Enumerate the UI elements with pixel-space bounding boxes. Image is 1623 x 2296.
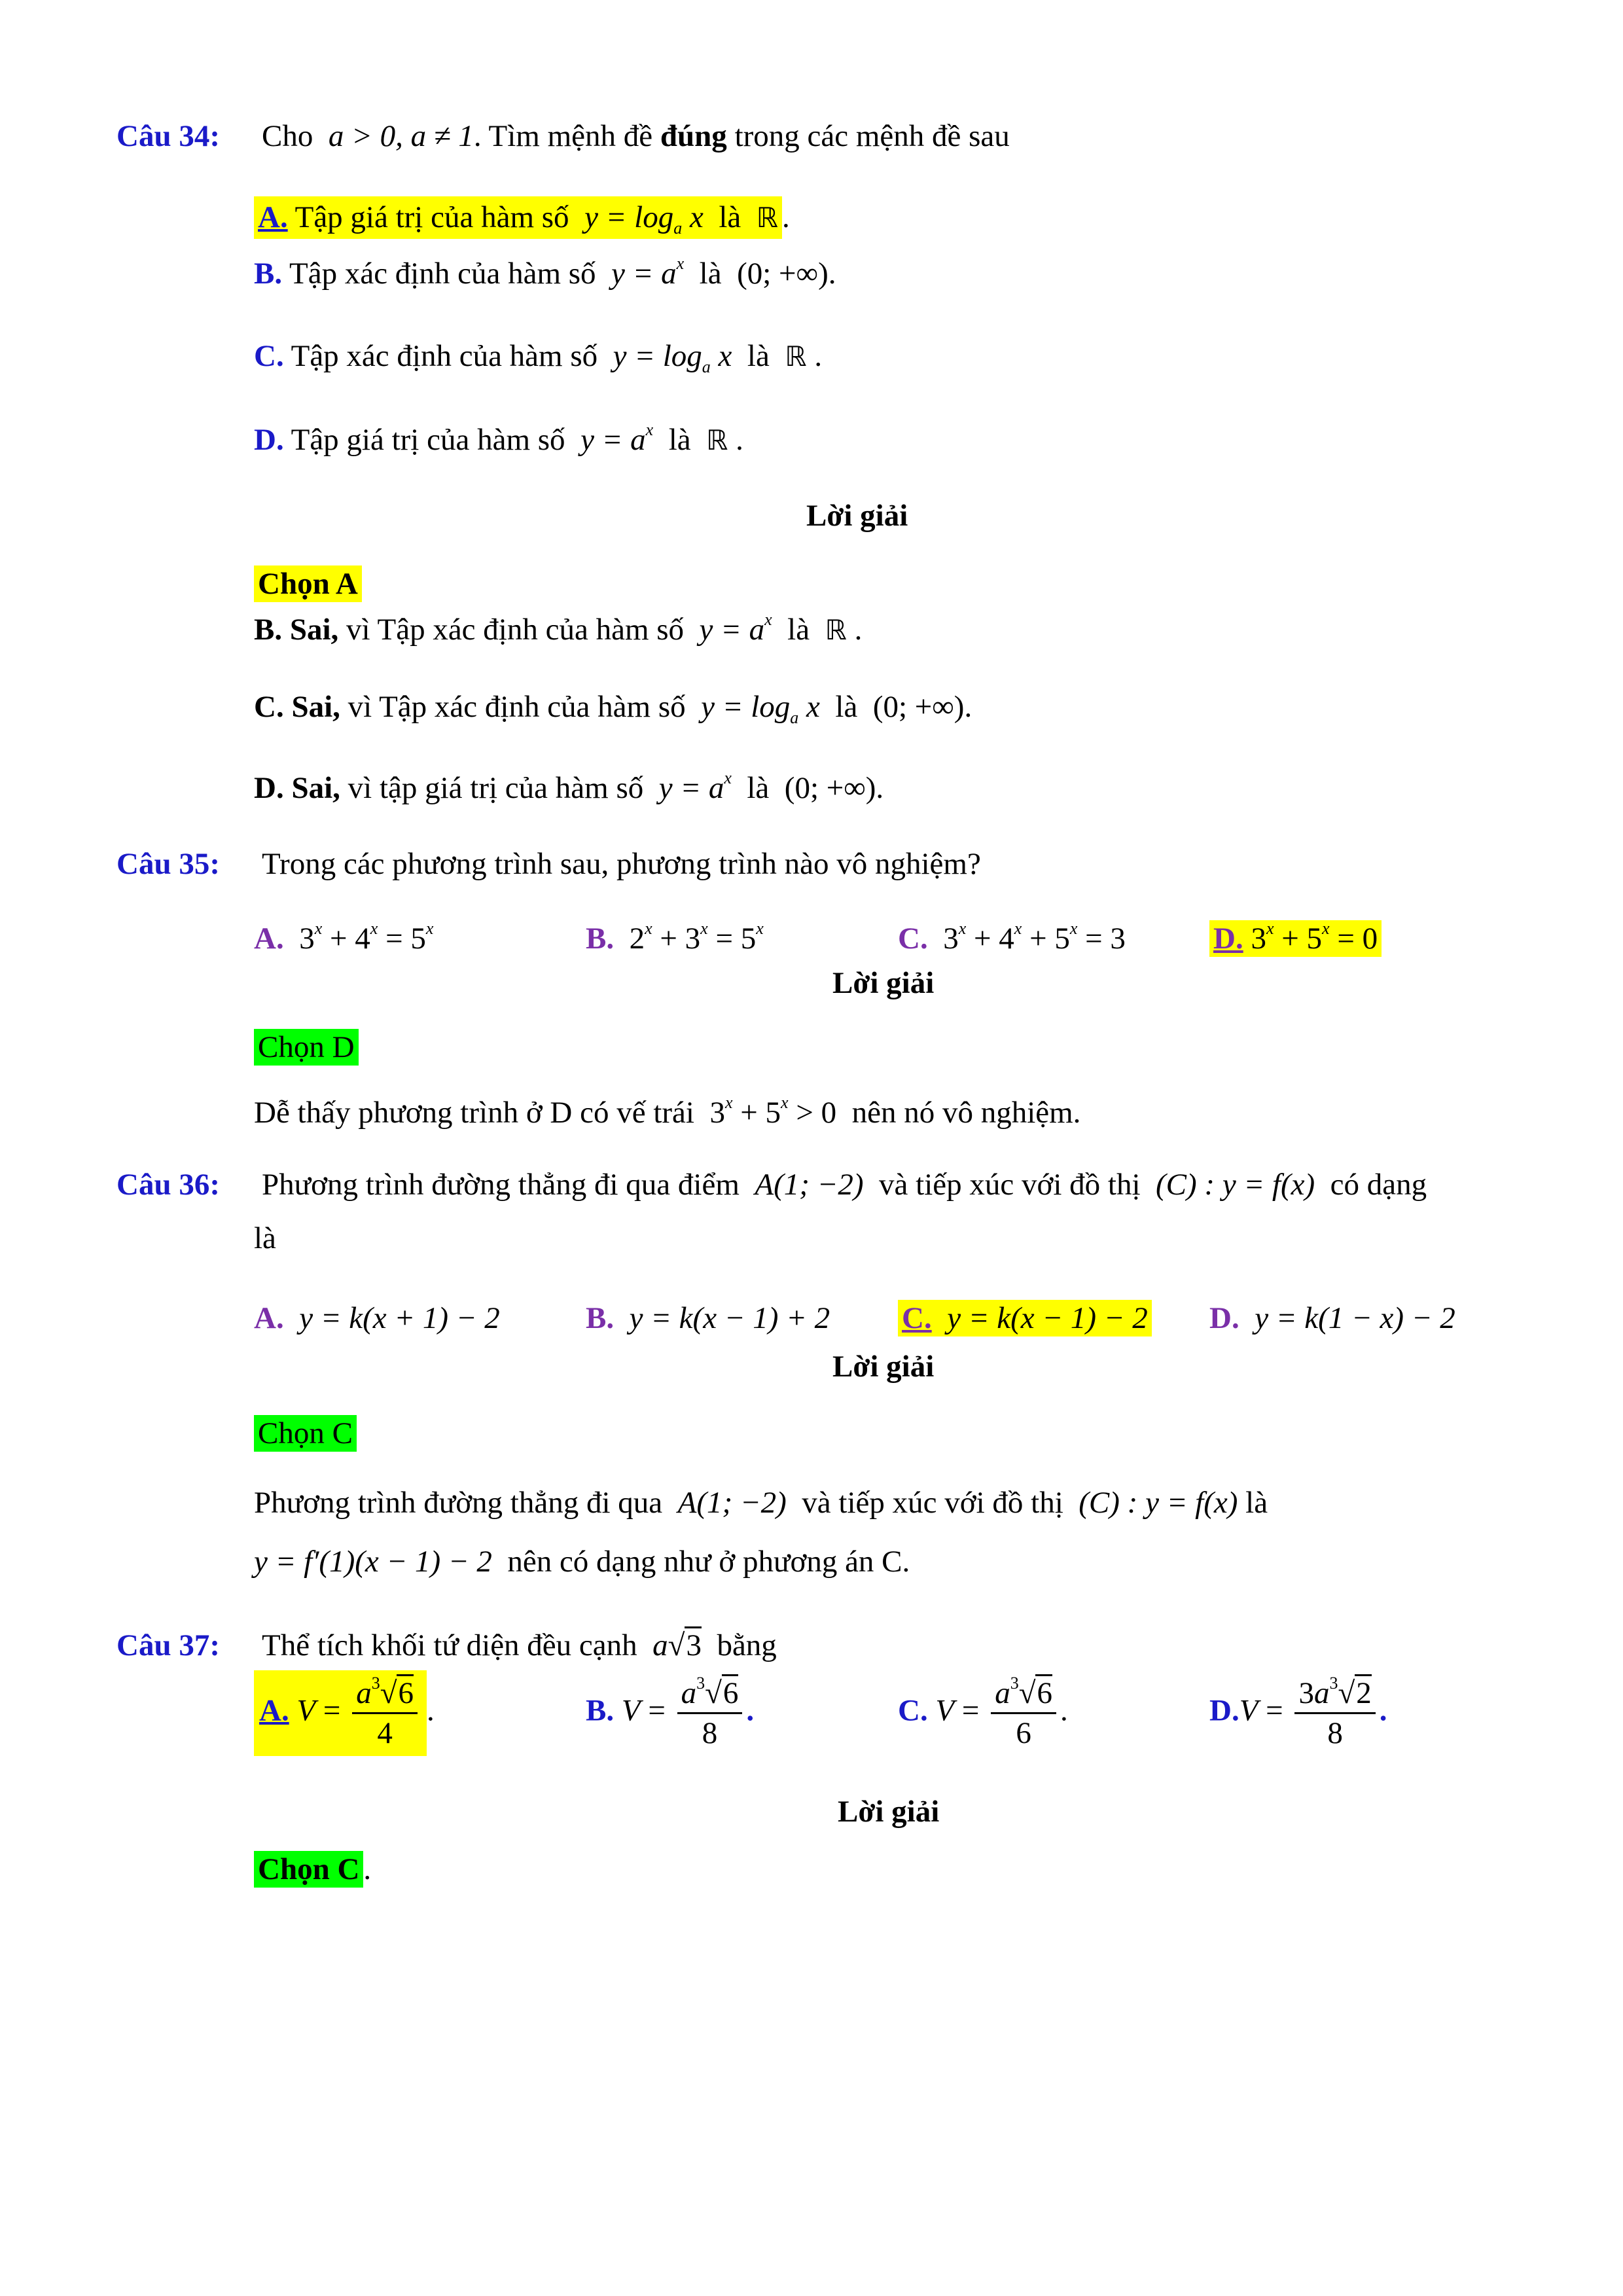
q35-option-b: B. $2^x + 3^x = 5^x$ [586, 919, 764, 956]
q35-solution-title: Lời giải [832, 966, 935, 1000]
q34-option-b: B. Tập xác định của hàm số $y = a^x$ là (0; +∞). [254, 254, 836, 291]
q34-option-c: C. Tập xác định của hàm số $y = \log_a x$ là ℝ . [254, 339, 823, 376]
q35-answer: Chọn D [254, 1026, 359, 1068]
q36-option-b: B. y = k(x − 1) + 2 [586, 1301, 830, 1335]
q36-explanation-2: y = f′(1)(x − 1) − 2 nên có dạng như ở phương án C. [254, 1545, 910, 1579]
q37-option-c: C. V = $\frac{a^3√6}{6}$ . [898, 1674, 1068, 1752]
q36-option-d: D. y = k(1 − x) − 2 [1209, 1301, 1455, 1335]
q37-answer: Chọn C . [254, 1848, 371, 1890]
q37-label: Câu 37: [116, 1628, 220, 1662]
q37-option-b: B. V = $\frac{a^3√6}{8}$ . [586, 1674, 754, 1752]
q37-d-fraction: $\frac{3a^3√2}{8}$ [1294, 1674, 1375, 1752]
q36-explanation-1: Phương trình đường thẳng đi qua A(1; −2) và tiếp xúc với đồ thị (C) : y = f(x) là [254, 1486, 1268, 1520]
q35-option-a: A. $3^x + 4^x = 5^x$ [254, 919, 434, 956]
q34-option-a: A. Tập giá trị của hàm số $y = \log_a x$ là ℝ . [254, 196, 790, 239]
q36-label: Câu 36: [116, 1168, 220, 1202]
q36-option-c: C. y = k(x − 1) − 2 [898, 1297, 1152, 1339]
q34-answer: Chọn A [254, 563, 362, 605]
q34-sol-c: C. Sai, vì Tập xác định của hàm số $y = \log_a x$ là (0; +∞). [254, 690, 972, 727]
q35-label: Câu 35: [116, 847, 220, 881]
q34-stem: Cho a > 0, a ≠ 1. Tìm mệnh đề đúng trong các mệnh đề sau [262, 119, 1010, 153]
q34-sol-d: D. Sai, vì tập giá trị của hàm số $y = a^x$ là (0; +∞). [254, 768, 884, 805]
q36-answer: Chọn C [254, 1412, 357, 1454]
q37-option-a: A. V = $\frac{a^3√6}{4}$ . [254, 1670, 435, 1756]
q34-solution-title: Lời giải [806, 499, 908, 533]
q36-stem: Phương trình đường thẳng đi qua điểm A(1; −2) và tiếp xúc với đồ thị (C) : y = f(x) có dạng [262, 1168, 1427, 1202]
q34-option-d: D. Tập giá trị của hàm số $y = a^x$ là ℝ . [254, 420, 743, 457]
q37-stem: Thể tích khối tứ diện đều cạnh a√3 bằng [262, 1624, 777, 1666]
q36-option-a: A. y = k(x + 1) − 2 [254, 1301, 500, 1335]
q36-stem-cont: là [254, 1221, 276, 1255]
q37-b-fraction: $\frac{a^3√6}{8}$ [677, 1674, 743, 1752]
q35-option-c: C. $3^x + 4^x + 5^x = 3$ [898, 919, 1126, 956]
q35-stem: Trong các phương trình sau, phương trình nào vô nghiệm? [262, 847, 981, 881]
q35-option-d: D. $3^x + 5^x = 0$ [1209, 918, 1382, 960]
q37-c-fraction: $\frac{a^3√6}{6}$ [991, 1674, 1056, 1752]
q34-sol-b: B. Sai, vì Tập xác định của hàm số $y = a^x$ là ℝ . [254, 610, 863, 647]
q34-label: Câu 34: [116, 119, 220, 153]
q37-option-d: D.V = $\frac{3a^3√2}{8}$ . [1209, 1674, 1387, 1752]
q35-explanation: Dễ thấy phương trình ở D có vế trái $3^x + 5^x > 0$ nên nó vô nghiệm. [254, 1093, 1081, 1130]
q37-a-fraction: $\frac{a^3√6}{4}$ [352, 1674, 418, 1752]
q37-solution-title: Lời giải [838, 1795, 940, 1829]
q36-solution-title: Lời giải [832, 1350, 935, 1384]
